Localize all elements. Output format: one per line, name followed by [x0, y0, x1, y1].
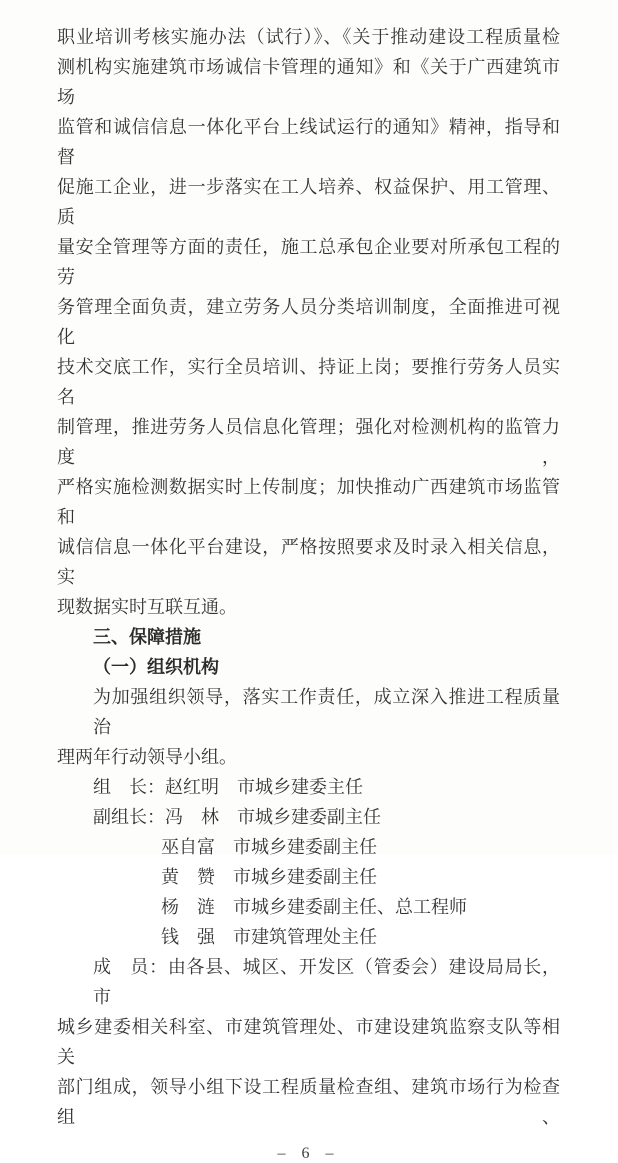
text-line: 巫自富 市城乡建委副主任 — [161, 837, 377, 857]
text-line: 量安全管理等方面的责任，施工总承包企业要对所承包工程的劳 — [57, 237, 560, 287]
text-line: 杨 涟 市城乡建委副主任、总工程师 — [161, 897, 467, 917]
text-line: 组 长：赵红明 市城乡建委主任 — [93, 777, 363, 797]
text-line: 务管理全面负责，建立劳务人员分类培训制度，全面推进可视化 — [57, 297, 560, 347]
text-line: 部门组成，领导小组下设工程质量检查组、建筑市场行为检查组、 — [57, 1077, 560, 1127]
page-number: – 6 – — [277, 1145, 340, 1162]
text-line: 城乡建委相关科室、市建筑管理处、市建设建筑监察支队等相关 — [57, 1017, 560, 1067]
text-line: 成 员：由各县、城区、开发区（管委会）建设局局长，市 — [93, 957, 560, 1007]
text-line: 现数据实时互联互通。 — [57, 597, 237, 617]
text-line: 钱 强 市建筑管理处主任 — [161, 927, 377, 947]
text-line: 促施工企业，进一步落实在工人培养、权益保护、用工管理、质 — [57, 177, 560, 227]
text-line: 监管和诚信信息一体化平台上线试运行的通知》精神，指导和督 — [57, 117, 560, 167]
text-line: 测机构实施建筑市场诚信卡管理的通知》和《关于广西建筑市场 — [57, 57, 560, 107]
document-body — [57, 22, 560, 1132]
section-heading: 三、保障措施 — [93, 627, 201, 647]
text-line: 副组长：冯 林 市城乡建委副主任 — [93, 807, 381, 827]
text-line: 制管理，推进劳务人员信息化管理；强化对检测机构的监管力度， — [57, 417, 560, 467]
section-heading: （一）组织机构 — [93, 657, 219, 677]
text-line: 职业培训考核实施办法（试行）》、《关于推动建设工程质量检 — [57, 27, 560, 47]
text-line: 为加强组织领导，落实工作责任，成立深入推进工程质量治 — [93, 687, 560, 737]
text-line: 技术交底工作，实行全员培训、持证上岗；要推行劳务人员实名 — [57, 357, 560, 407]
text-line: 黄 赞 市城乡建委副主任 — [161, 867, 377, 887]
text-line: 严格实施检测数据实时上传制度；加快推动广西建筑市场监管和 — [57, 477, 560, 527]
text-line: 理两年行动领导小组。 — [57, 747, 237, 767]
text-line: 诚信信息一体化平台建设，严格按照要求及时录入相关信息，实 — [57, 537, 560, 587]
